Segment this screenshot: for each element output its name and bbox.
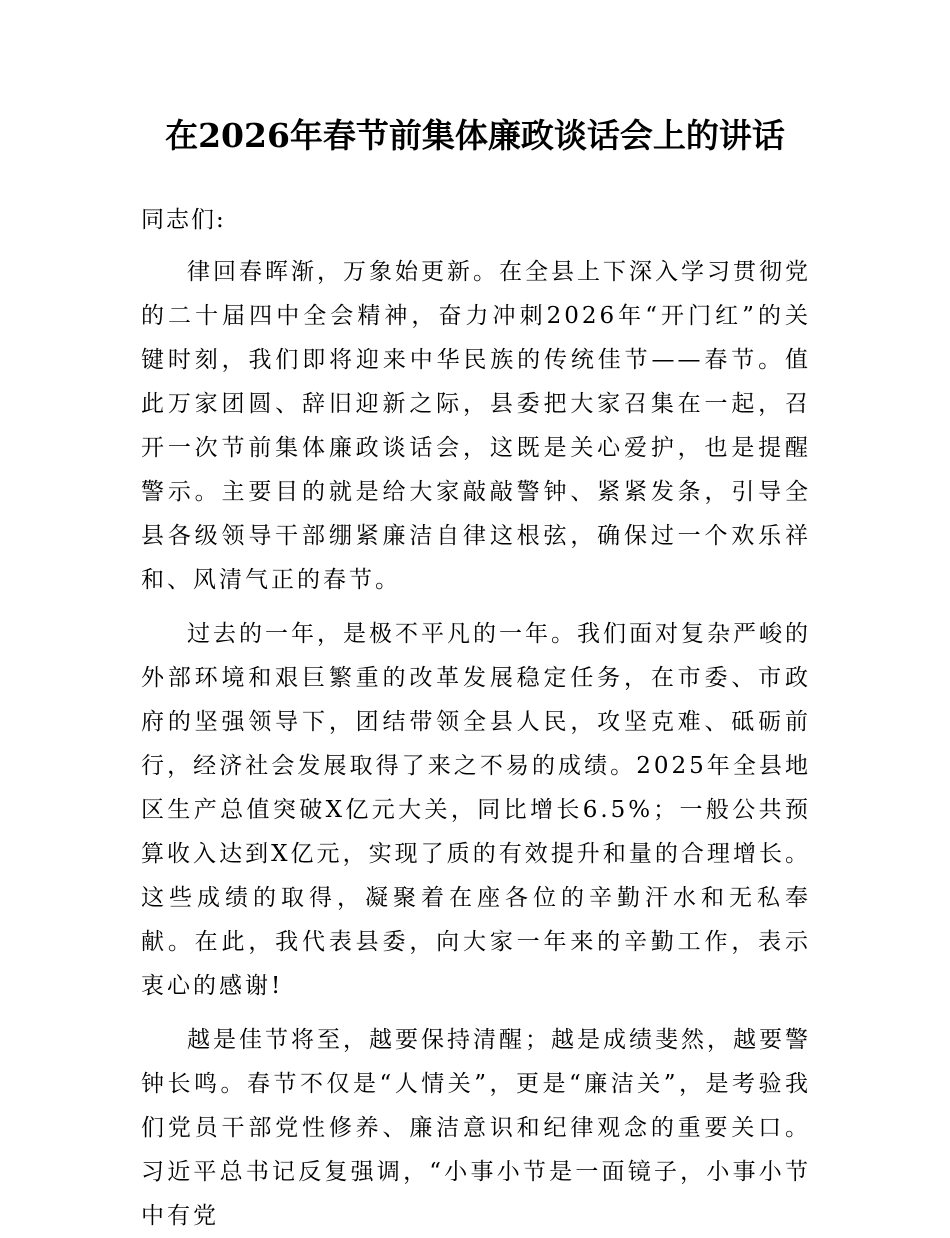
paragraph-review: 过去的一年，是极不平凡的一年。我们面对复杂严峻的外部环境和艰巨繁重的改革发展稳定任务，在市委、市政府的坚强领导下，团结带领全县人民，攻坚克难、砥砺前行，经济社会发展取得了来之不易的成绩。2025年全县地区生产总值突破X亿元大关，同比增长6.5%；一般公共预算收入达到X亿元，实现了质的有效提升和量的合理增长。这些成绩的取得，凝聚着在座各位的辛勤汗水和无私奉献。在此，我代表县委，向大家一年来的辛勤工作，表示衷心的感谢!	[141, 621, 811, 999]
document-title: 在2026年春节前集体廉政谈话会上的讲话	[165, 116, 785, 155]
document-body	[141, 198, 811, 1238]
greeting: 同志们:	[141, 207, 226, 233]
paragraph-opening: 律回春晖渐，万象始更新。在全县上下深入学习贯彻党的二十届四中全会精神，奋力冲刺2026年“开门红”的关键时刻，我们即将迎来中华民族的传统佳节——春节。值此万家团圆、辞旧迎新之际，县委把大家召集在一起，召开一次节前集体廉政谈话会，这既是关心爱护，也是提醒警示。主要目的就是给大家敲敲警钟、紧紧发条，引导全县各级领导干部绷紧廉洁自律这根弦，确保过一个欢乐祥和、风清气正的春节。	[141, 259, 811, 593]
paragraph-warning: 越是佳节将至，越要保持清醒；越是成绩斐然，越要警钟长鸣。春节不仅是“人情关”，更是“廉洁关”，是考验我们党员干部党性修养、廉洁意识和纪律观念的重要关口。习近平总书记反复强调，“小事小节是一面镜子，小事小节中有党	[141, 1027, 811, 1229]
